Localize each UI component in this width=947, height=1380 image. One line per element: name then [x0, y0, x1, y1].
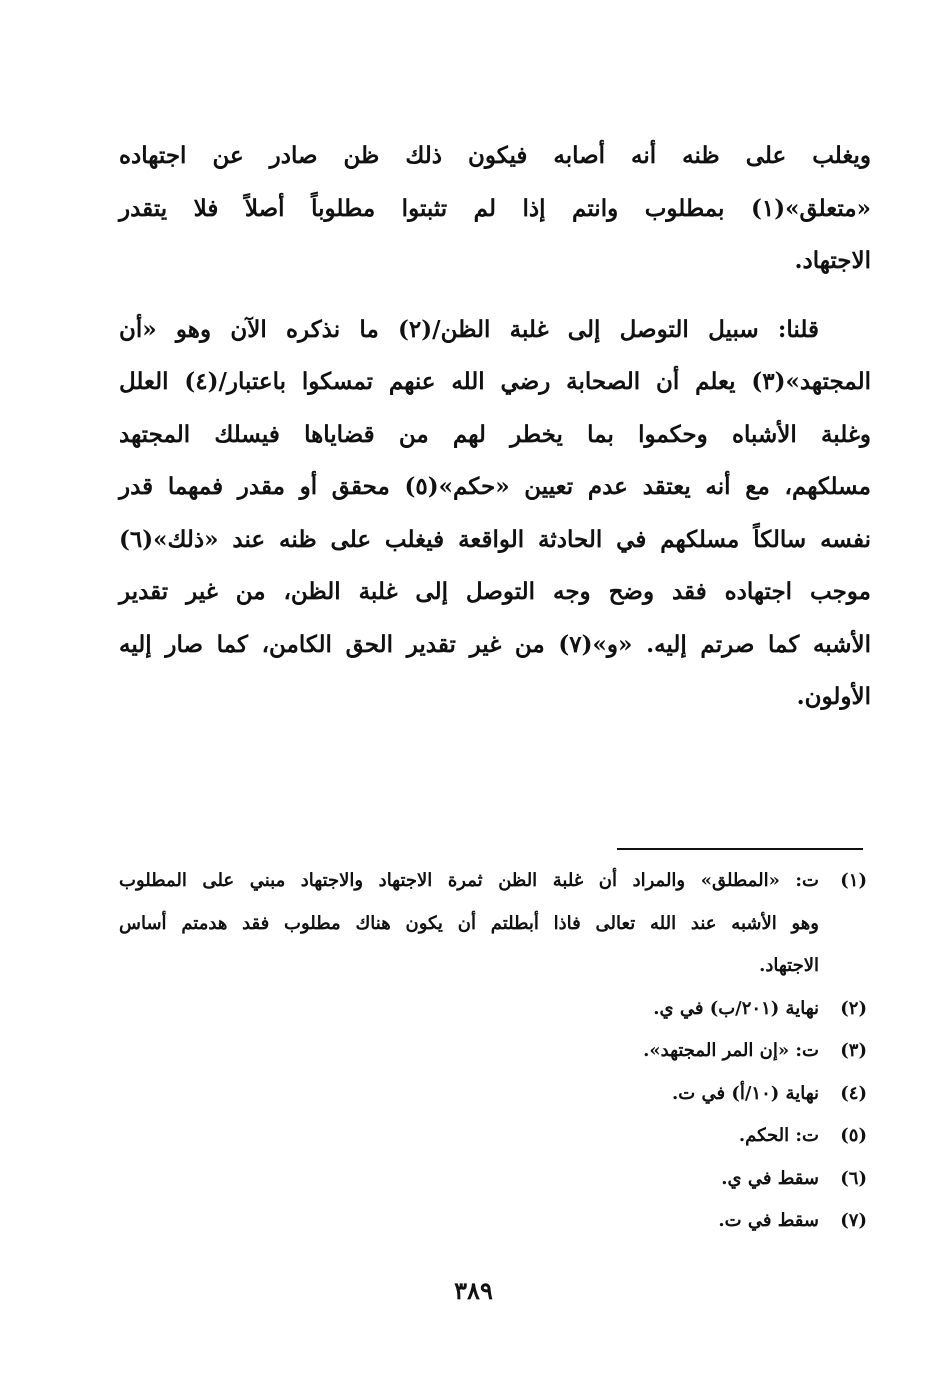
text-line: «متعلق»(١) بمطلوب وانتم إذا لم تثبتوا مطلوباً أصلاً فلا يتقدر [119, 194, 871, 222]
text-line: الأشبه كما صرتم إليه. «و»(٧) من غير تقدير الحق الكامن، كما صار إليه [119, 630, 871, 658]
footnote-7 [119, 1200, 867, 1243]
footnote-2 [119, 988, 867, 1031]
text-line-indented [119, 304, 871, 357]
footnote-line: وهو الأشبه عند الله تعالى فاذا أبطلتم أن يكون هناك مطلوب فقد هدمتم أساس [119, 912, 819, 934]
footnote-line: نهاية (٢٠١/ب) في ي. [653, 997, 819, 1019]
footnote-separator [617, 848, 863, 850]
text-line: الاجتهاد. [794, 247, 871, 274]
text-line: نفسه سالكاً مسلكهم في الحادثة الواقعة فيغلب على ظنه عند «ذلك»(٦) [119, 525, 871, 553]
footnote-3 [119, 1030, 867, 1073]
text-line: ويغلب على ظنه أنه أصابه فيكون ذلك ظن صادر عن اجتهاده [119, 142, 871, 169]
footnote-1 [119, 860, 867, 988]
text-line: مسلكهم، مع أنه يعتقد عدم تعيين «حكم»(٥) محقق أو مقدر فمهما قدر [119, 473, 872, 500]
page-number: ٣٨٩ [454, 1276, 493, 1305]
footnote-number: (٦) [840, 1167, 867, 1189]
footnote-line: سقط في ت. [718, 1210, 819, 1231]
main-text [119, 130, 871, 724]
footnotes [119, 860, 867, 1243]
footnote-5 [119, 1115, 867, 1158]
footnote-number: (٣) [840, 1040, 867, 1061]
footnote-number: (٢) [840, 997, 867, 1019]
footnote-4 [119, 1073, 867, 1116]
paragraph-1 [119, 130, 871, 288]
text-line: المجتهد»(٣) يعلم أن الصحابة رضي الله عنهم تمسكوا باعتبار/(٤) العلل [119, 368, 871, 395]
footnote-line: سقط في ي. [721, 1167, 819, 1189]
text-line-content: قلنا: سبيل التوصل إلى غلبة الظن/(٢) ما نذكره الآن وهو «أن [119, 315, 819, 343]
footnote-line: ت: «إن المر المجتهد». [643, 1040, 819, 1061]
footnote-line: نهاية (١٠/أ) في ت. [671, 1082, 819, 1104]
footnote-6 [119, 1158, 867, 1201]
footnote-number: (٥) [840, 1125, 867, 1146]
footnote-line: ت: «المطلق» والمراد أن غلبة الظن ثمرة الاجتهاد والاجتهاد مبني على المطلوب [119, 870, 819, 891]
footnote-number: (١) [840, 870, 867, 891]
text-line: وغلبة الأشباه وحكموا بما يخطر لهم من قضاياها فيسلك المجتهد [119, 420, 871, 448]
footnote-line: الاجتهاد. [759, 955, 819, 976]
footnote-number: (٤) [840, 1082, 867, 1104]
text-line: موجب اجتهاده فقد وضح وجه التوصل إلى غلبة الظن، من غير تقدير [119, 578, 871, 605]
footnote-number: (٧) [840, 1210, 867, 1231]
text-line: الأولون. [796, 683, 871, 710]
footnote-line: ت: الحكم. [738, 1125, 819, 1146]
paragraph-2 [119, 304, 871, 724]
